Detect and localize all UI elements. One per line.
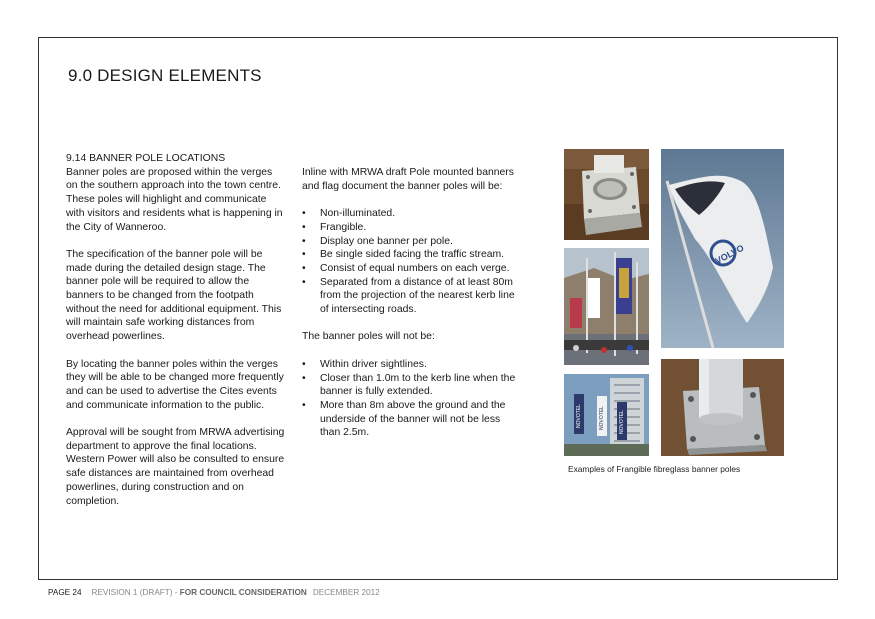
council-label: FOR COUNCIL CONSIDERATION xyxy=(179,588,307,597)
date-label: DECEMBER 2012 xyxy=(312,588,380,597)
photo-caption: Examples of Frangible fibreglass banner poles xyxy=(568,464,741,474)
list-item: • Frangible. xyxy=(302,221,522,235)
page-title: 9.0 DESIGN ELEMENTS xyxy=(68,66,262,85)
list-item: • More than 8m above the ground and the underside of the banner will not be less than 2.5m. xyxy=(302,399,522,440)
banner-label: NOVOTEL xyxy=(599,406,605,430)
hotel-banners-photo xyxy=(564,374,649,456)
paragraph-specification: The specification of the banner pole will be made during the detailed design stage. The banner pole will be required to allow the banners to be changed from the footpath without the need for additional equipment. This will maintain safe working distances from overhead powerlines. xyxy=(66,248,282,343)
street-banners-photo xyxy=(564,248,649,365)
pole-base-plate-photo xyxy=(564,149,649,240)
requirements-column xyxy=(302,166,522,454)
list-item: • Separated from a distance of at least 80m from the projection of the nearest kerb line of intersecting roads. xyxy=(302,276,522,317)
list-item: • Consist of equal numbers on each verge. xyxy=(302,262,522,276)
will-be-list xyxy=(302,207,522,317)
paragraph-locating: By locating the banner poles within the verges they will be able to be changed more frequently and can be used to advertise the Cites events and communicate information to the public. xyxy=(66,358,284,411)
list-item: • Within driver sightlines. xyxy=(302,358,522,372)
section-subheading: 9.14 BANNER POLE LOCATIONS xyxy=(66,153,226,164)
page-number: PAGE 24 xyxy=(48,588,82,597)
requirements-intro: Inline with MRWA draft Pole mounted banners and flag document the banner poles will be: xyxy=(302,167,514,192)
list-item: • Display one banner per pole. xyxy=(302,235,522,249)
list-item: • Non-illuminated. xyxy=(302,207,522,221)
flag-brand: VOLVO xyxy=(713,242,746,267)
list-item: • Closer than 1.0m to the kerb line when the banner is fully extended. xyxy=(302,372,522,399)
revision-label: REVISION 1 (DRAFT) - xyxy=(91,588,180,597)
page-footer xyxy=(48,588,380,597)
pole-base-bolts-photo xyxy=(661,359,784,456)
banner-label: NOVOTEL xyxy=(619,410,625,434)
paragraph-intro: Banner poles are proposed within the verges on the southern approach into the town centre. These poles will highlight and communicate with visitors and residents what is happening in the City of Wanneroo. xyxy=(66,166,283,233)
not-be-intro: The banner poles will not be: xyxy=(302,331,435,343)
banner-label: NOVOTEL xyxy=(576,404,582,428)
volvo-flag-photo xyxy=(661,149,784,348)
list-item: • Be single sided facing the traffic stream. xyxy=(302,248,522,262)
paragraph-approval: Approval will be sought from MRWA advertising department to approve the final locations. Western Power will also be consulted to ensure safe distances are maintained from overhead powerlines, during construction and on completion. xyxy=(66,427,285,507)
banner-pole-locations-column xyxy=(66,152,286,522)
will-not-be-list xyxy=(302,358,522,440)
